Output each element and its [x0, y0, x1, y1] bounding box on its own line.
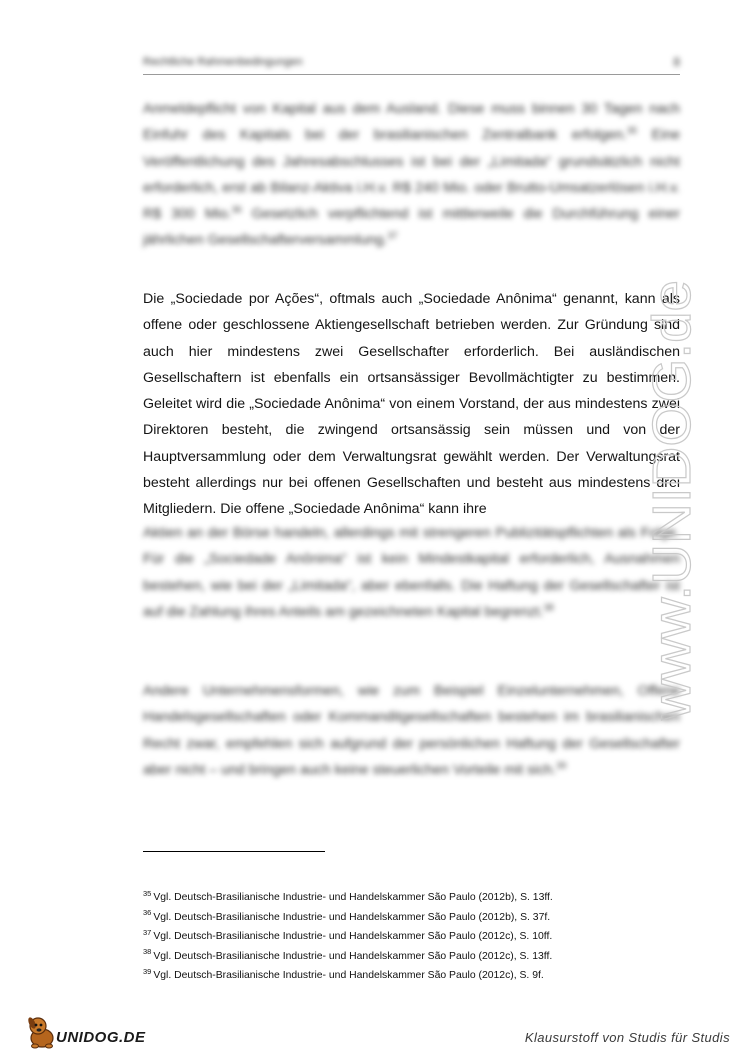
footnote-text: Vgl. Deutsch-Brasilianische Industrie- und Handelskammer São Paulo (2012c), S. 13ff. — [153, 950, 553, 962]
page-header — [143, 52, 680, 75]
footnote-number: 35 — [143, 888, 152, 898]
paragraph-3: Aktien an der Börse handeln, allerdings mit strengeren Publizitätspflichten als Folge. Für die „Sociedade Anônima“ ist kein Mindestkapital erforderlich, Ausnahmen bestehen, wie bei der „Limitada“, aber ebenfalls. Die Haftung der Gesellschafter ist auf die Zahlung ihres Anteils am gezeichneten Kapital begrenzt.$^{38}$ — [143, 525, 680, 620]
paragraph-4: Andere Unternehmensformen, wie zum Beispiel Einzelunternehmen, Offene Handelsgesellschaften oder Kommanditgesellschaften bestehen im brasilianischen Recht zwar, empfehlen sich aufgrund der persönlichen Haftung der Gesellschafter aber nicht – und bringen auch keine steuerlichen Vorteile mit sich.$^{39}$ — [143, 683, 680, 778]
footnote-number: 37 — [143, 927, 152, 937]
footnotes — [143, 888, 703, 986]
footnote-separator — [143, 851, 325, 852]
header-title: Rechtliche Rahmenbedingungen — [143, 56, 303, 68]
footnote — [143, 947, 703, 967]
footnote-number: 38 — [143, 947, 152, 957]
footnote-number: 36 — [143, 908, 152, 918]
footer-tagline: Klausurstoff von Studis für Studis — [524, 1030, 730, 1045]
page-number: 8 — [673, 55, 680, 69]
footnote-text: Vgl. Deutsch-Brasilianische Industrie- und Handelskammer São Paulo (2012c), S. 9f. — [153, 970, 544, 982]
paragraph-1: Anmeldepflicht von Kapital aus dem Ausland. Diese muss binnen 30 Tagen nach Einfuhr des Kapitals bei der brasilianischen Zentralbank erfolgen.$^{35}$ Eine Veröffentlichung des Jahresabschlusses ist bei der „Limitada“ grundsätzlich nicht erforderlich, erst ab Bilanz-Aktiva i.H.v. R$ 240 Mio. oder Brutto-Umsatzerlösen i.H.v. R$ 300 Mio.$^{36}$ Gesetzlich verpflichtend ist mittlerweile die Durchführung einer jährlichen Gesellschafterversammlung.$^{37}$ — [143, 101, 681, 249]
footnote — [143, 888, 703, 908]
footnote-number: 39 — [143, 966, 152, 976]
watermark-text: www.UNIDOG.de — [642, 299, 702, 720]
logo-text: UNIDOG.DE — [56, 1029, 146, 1046]
footnote-text: Vgl. Deutsch-Brasilianische Industrie- und Handelskammer São Paulo (2012b), S. 13ff. — [153, 892, 553, 903]
watermark — [628, 280, 718, 725]
footnote-text: Vgl. Deutsch-Brasilianische Industrie- und Handelskammer São Paulo (2012b), S. 37f. — [153, 911, 551, 923]
footnote-text: Vgl. Deutsch-Brasilianische Industrie- und Handelskammer São Paulo (2012c), S. 10ff. — [153, 931, 553, 943]
paragraph-2: Die „Sociedade por Ações“, oftmals auch „Sociedade Anônima“ genannt, kann als offene oder geschlossene Aktiengesellschaft betrieben werden. Zur Gründung sind auch hier mindestens zwei Gesellschafter erforderlich. Bei ausländischen Gesellschaftern ist ebenfalls ein ortsansässiger Bevollmächtigter zu bestimmen. Geleitet wird die „Sociedade Anônima“ von einem Vorstand, der aus mindestens zwei Direktoren besteht, die zwingend ortsansässig sein müssen und von der Hauptversammlung oder dem Verwaltungsrat gewählt werden. Der Verwaltungsrat besteht allerdings nur bei offenen Gesellschaften und besteht aus mindestens drei Mitgliedern. Die offene „Sociedade Anônima“ kann ihre — [143, 291, 680, 518]
footnote — [143, 966, 703, 986]
footnote — [143, 927, 703, 947]
footnote — [143, 908, 703, 928]
